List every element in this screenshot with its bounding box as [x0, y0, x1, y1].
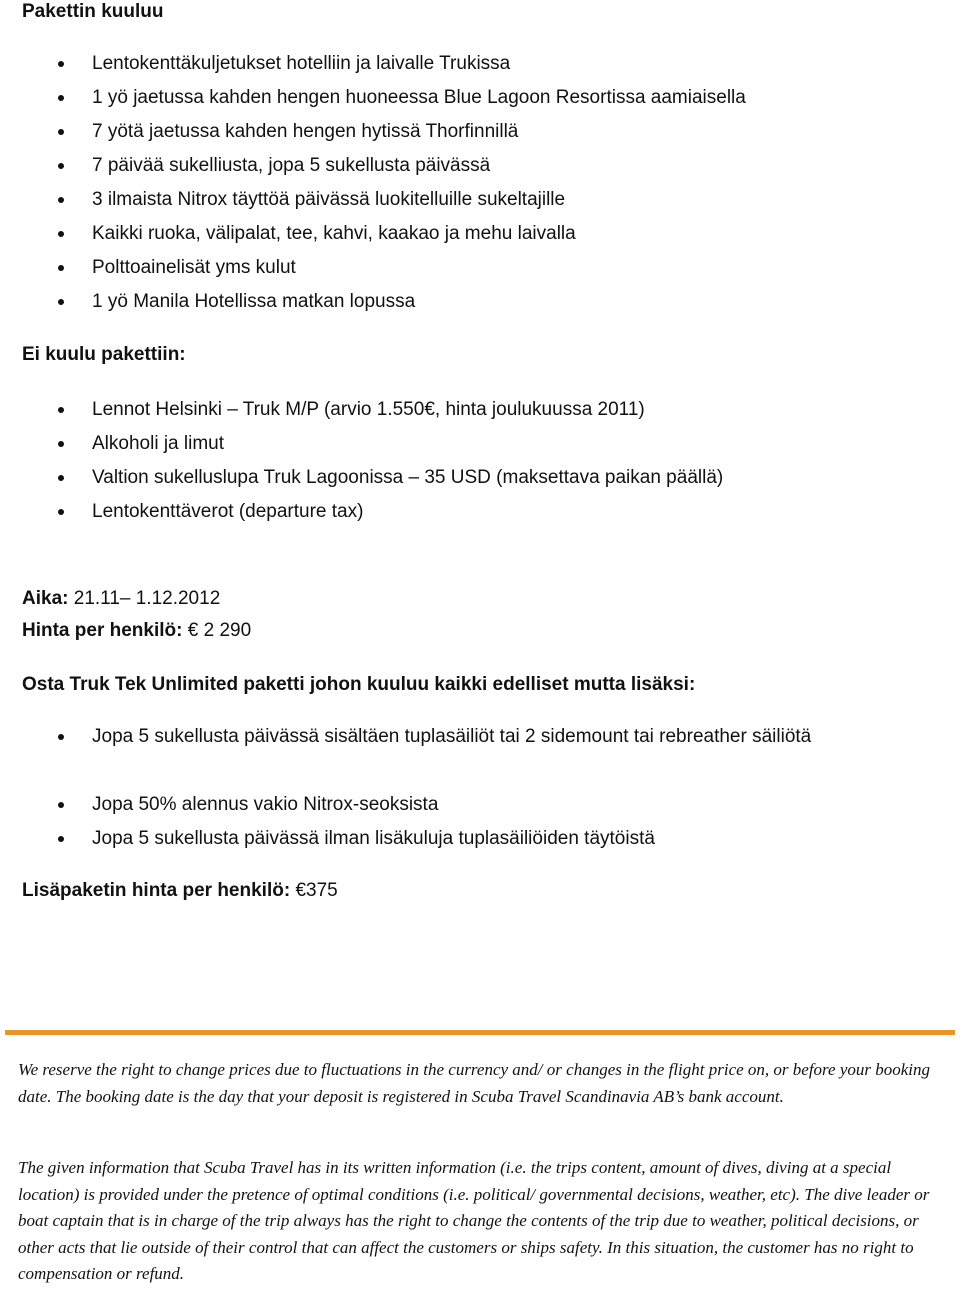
- list-item: Lentokenttäkuljetukset hotelliin ja laivalle Trukissa: [0, 47, 960, 81]
- list-item: 3 ilmaista Nitrox täyttöä päivässä luokitelluille sukeltajille: [0, 183, 960, 217]
- list-item: 1 yö Manila Hotellissa matkan lopussa: [0, 285, 960, 319]
- list-item: Lennot Helsinki – Truk M/P (arvio 1.550€, hinta joulukuussa 2011): [0, 393, 960, 427]
- list-item: 7 päivää sukelliusta, jopa 5 sukellusta päivässä: [0, 149, 960, 183]
- list-item: Jopa 5 sukellusta päivässä sisältäen tuplasäiliöt tai 2 sidemount tai rebreather säiliötä: [0, 720, 852, 788]
- list-item: 1 yö jaetussa kahden hengen huoneessa Blue Lagoon Resortissa aamiaisella: [0, 81, 960, 115]
- bullet-icon: [58, 836, 64, 842]
- price-value: € 2 290: [187, 620, 252, 641]
- dates-label: Aika:: [22, 588, 69, 609]
- bullet-icon: [58, 299, 64, 305]
- bullet-icon: [58, 129, 64, 135]
- bullet-icon: [58, 509, 64, 515]
- list-item: Valtion sukelluslupa Truk Lagoonissa – 35 USD (maksettava paikan päällä): [0, 461, 960, 495]
- list-item: 7 yötä jaetussa kahden hengen hytissä Thorfinnillä: [0, 115, 960, 149]
- bullet-icon: [58, 163, 64, 169]
- bullet-icon: [58, 734, 64, 740]
- list-item: Alkoholi ja limut: [0, 427, 960, 461]
- list-item: Lentokenttäverot (departure tax): [0, 495, 960, 529]
- bullet-icon: [58, 231, 64, 237]
- list-item: Jopa 5 sukellusta päivässä ilman lisäkuluja tuplasäiliöiden täytöistä: [0, 822, 960, 856]
- bullet-icon: [58, 95, 64, 101]
- upgrade-price-value: €375: [295, 880, 338, 901]
- list-item: Kaikki ruoka, välipalat, tee, kahvi, kaakao ja mehu laivalla: [0, 217, 960, 251]
- price-label: Hinta per henkilö:: [22, 620, 183, 641]
- disclaimer-price-changes: We reserve the right to change prices due to fluctuations in the currency and/ or changes in the flight price on, or before your booking date. The booking date is the day that your deposit is registered in Scuba Travel Scandinavia AB’s bank account.: [18, 1060, 931, 1106]
- bullet-icon: [58, 802, 64, 808]
- excluded-list: [0, 393, 960, 529]
- bullet-icon: [58, 407, 64, 413]
- included-heading: Pakettin kuuluu: [22, 1, 164, 22]
- upgrade-price-line: [22, 879, 338, 903]
- section-divider: [5, 1030, 955, 1035]
- upgrade-heading: Osta Truk Tek Unlimited paketti johon kuuluu kaikki edelliset mutta lisäksi:: [22, 674, 696, 695]
- disclaimer-conditions: The given information that Scuba Travel has in its written information (i.e. the trips content, amount of dives, diving at a special location) is provided under the pretence of optimal conditions (i.e. political/ governmental decisions, weather, etc). The dive leader or boat captain that is in charge of the trip always has the right to change the contents of the trip due to weather, political decisions, or other acts that lie outside of their control that can affect the customers or ships safety. In this situation, the customer has no right to compensation or refund.: [18, 1158, 930, 1283]
- upgrade-list: [0, 720, 960, 856]
- included-list: [0, 47, 960, 319]
- excluded-heading: Ei kuulu pakettiin:: [22, 344, 186, 365]
- dates-line: [22, 587, 220, 611]
- bullet-icon: [58, 61, 64, 67]
- bullet-icon: [58, 475, 64, 481]
- list-item: Polttoainelisät yms kulut: [0, 251, 960, 285]
- upgrade-price-label: Lisäpaketin hinta per henkilö:: [22, 880, 291, 901]
- bullet-icon: [58, 197, 64, 203]
- list-item: Jopa 50% alennus vakio Nitrox-seoksista: [0, 788, 960, 822]
- dates-value: 21.11– 1.12.2012: [73, 588, 221, 609]
- price-line: [22, 619, 251, 643]
- bullet-icon: [58, 265, 64, 271]
- bullet-icon: [58, 441, 64, 447]
